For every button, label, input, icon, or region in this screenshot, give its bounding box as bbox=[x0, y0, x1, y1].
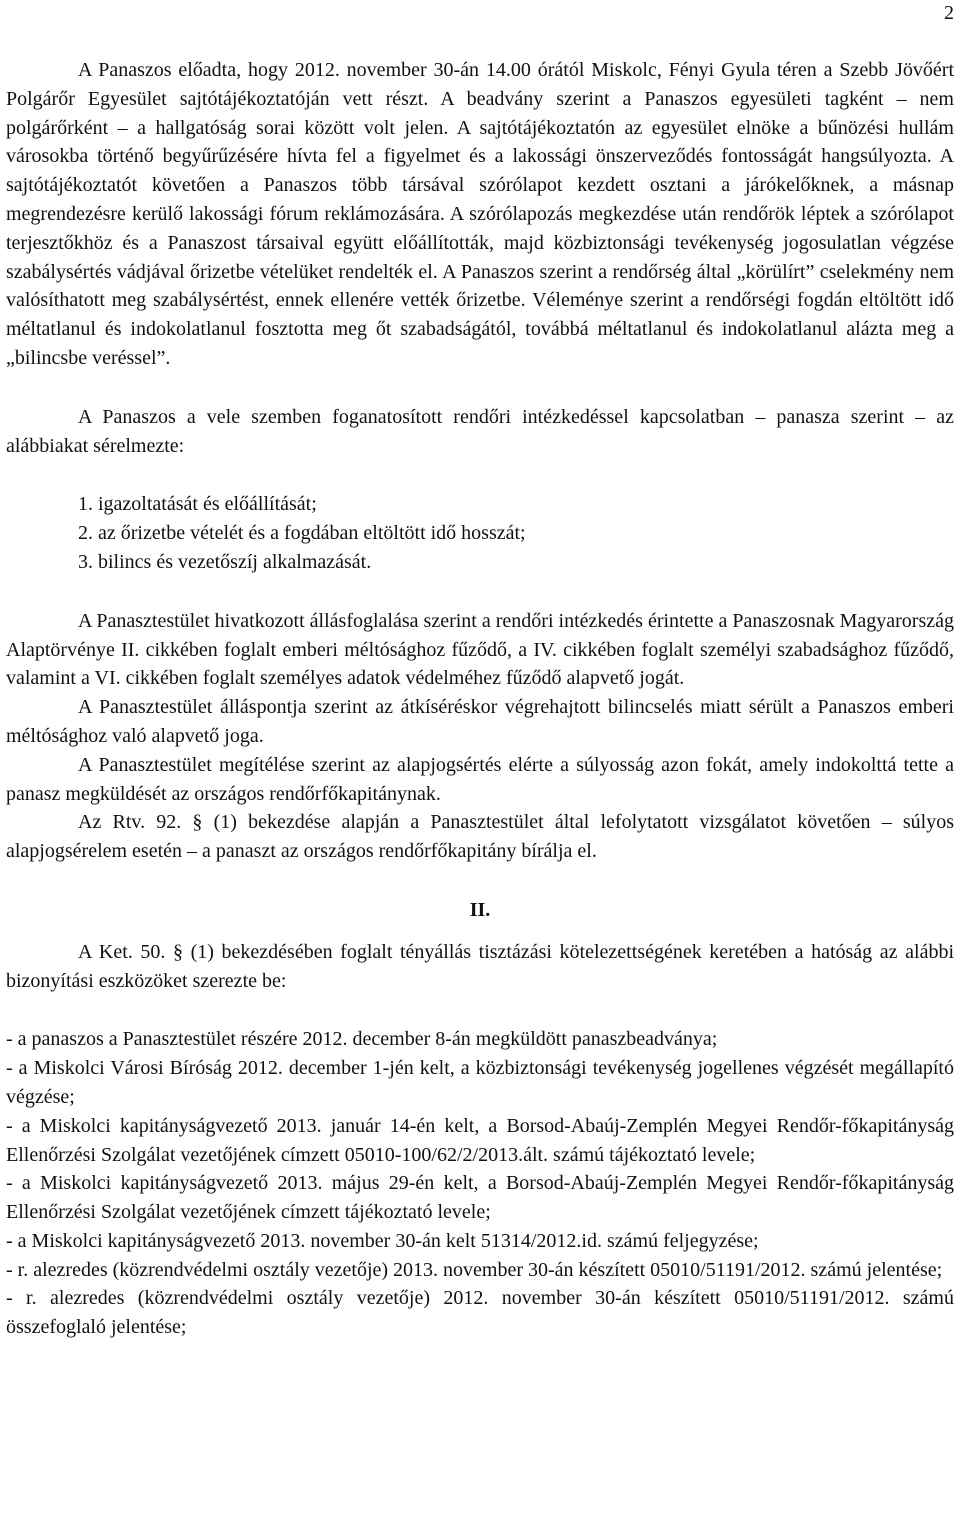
paragraph-board-position: A Panasztestület álláspontja szerint az átkíséréskor végrehajtott bilincselés miatt sérült a Panaszos emberi méltósághoz való alapvető joga. bbox=[6, 696, 954, 747]
page-number: 2 bbox=[944, 2, 954, 24]
complaint-list-item: 1. igazoltatását és előállítását; bbox=[78, 493, 317, 516]
document-page bbox=[6, 0, 954, 1342]
evidence-list-item: - a panaszos a Panasztestület részére 2012. december 8-án megküldött panaszbeadványa; bbox=[6, 1028, 718, 1051]
evidence-list-item: - a Miskolci kapitányságvezető 2013. május 29-én kelt, a Borsod-Abaúj-Zemplén Megyei Rendőr-főkapitányság Ellenőrzési Szolgálat vezetőjének címzett tájékoztató levele; bbox=[6, 1172, 954, 1224]
evidence-list-item: - a Miskolci Városi Bíróság 2012. december 1-jén kelt, a közbiztonsági tevékenység jogellenes végzését megállapító végzése; bbox=[6, 1057, 954, 1108]
evidence-list-item: - r. alezredes (közrendvédelmi osztály vezetője) 2013. november 30-án készített 05010/51191/2012. számú jelentése; bbox=[6, 1258, 943, 1281]
complaint-list-item: 3. bilincs és vezetőszíj alkalmazását. bbox=[78, 550, 372, 573]
complaint-list-item: 2. az őrizetbe vételét és a fogdában eltöltött idő hosszát; bbox=[78, 522, 526, 545]
paragraph-board-opinion: A Panasztestület hivatkozott állásfoglalása szerint a rendőri intézkedés érintette a Panaszosnak Magyarország Alaptörvénye II. cikkében foglalt emberi méltósághoz fűződő, a IV. cikkében foglalt személyi szabadsághoz fűződő, valamint a VI. cikkében foglalt személyes adatok védelméhez fűződő alapvető jogát. bbox=[6, 609, 954, 690]
evidence-list-item: - a Miskolci kapitányságvezető 2013. november 30-án kelt 51314/2012.id. számú feljegyzése; bbox=[6, 1229, 759, 1252]
paragraph-facts: A Panaszos előadta, hogy 2012. november 30-án 14.00 órától Miskolc, Fényi Gyula téren a Szebb Jövőért Polgárőr Egyesület sajtótájékoztatóján vett részt. A beadvány szerint a Panaszos egyesületi tagként – nem polgárőrként – a hallgatóság sorai között volt jelen. A sajtótájékoztatón az egyesület elnöke a bűnözési hullám városokba történő begyűrűzésére hívta fel a figyelmet és a lakossági önszerveződés fontosságát hangsúlyozta. A sajtótájékoztatót követően a Panaszos több társával szórólapot kezdett osztani a járókelőknek, a másnap megrendezésre kerülő lakossági fórum reklámozására. A szórólapozás megkezdése után rendőrök léptek a szórólapot terjesztőkhöz és a Panaszost társaival együtt előállították, majd közbiztonsági tevékenység jogosulatlan végzése szabálysértés vádjával őrizetbe vételüket rendelték el. A Panaszos szerint a rendőrség által „körülírt” cselekmény nem valósíthatott meg szabálysértést, ennek ellenére vették őrizetbe. Véleménye szerint a rendőrségi fogdán eltöltött idő méltatlanul és indokolatlanul fosztotta meg őt szabadságától, továbbá méltatlanul és indokolatlanul alázta meg a „bilincsbe veréssel”. bbox=[6, 59, 954, 369]
evidence-list-item: - r. alezredes (közrendvédelmi osztály vezetője) 2012. november 30-án készített 05010/51191/2012. számú összefoglaló jelentése; bbox=[6, 1287, 954, 1339]
paragraph-evidence-intro: A Ket. 50. § (1) bekezdésében foglalt tényállás tisztázási kötelezettségének keretében a hatóság az alábbi bizonyítási eszközöket szerezte be: bbox=[6, 940, 954, 992]
paragraph-legal-basis: Az Rtv. 92. § (1) bekezdése alapján a Panasztestület által lefolytatott vizsgálatot követően – súlyos alapjogsérelem esetén – a panaszt az országos rendőrfőkapitány bírálja el. bbox=[6, 811, 954, 863]
section-heading: II. bbox=[469, 898, 491, 921]
evidence-list-item: - a Miskolci kapitányságvezető 2013. január 14-én kelt, a Borsod-Abaúj-Zemplén Megyei Rendőr-főkapitányság Ellenőrzési Szolgálat vezetőjének címzett 05010-100/62/2/2013.ált. számú tájékoztató levele; bbox=[6, 1114, 954, 1166]
paragraph-complaint-intro: A Panaszos a vele szemben foganatosított rendőri intézkedéssel kapcsolatban – panasza szerint – az alábbiakat sérelmezte: bbox=[6, 405, 954, 457]
document-body bbox=[6, 0, 954, 1342]
paragraph-board-assessment: A Panasztestület megítélése szerint az alapjogsértés elérte a súlyosság azon fokát, amely indokolttá tette a panasz megküldését az országos rendőrfőkapitánynak. bbox=[6, 753, 954, 805]
